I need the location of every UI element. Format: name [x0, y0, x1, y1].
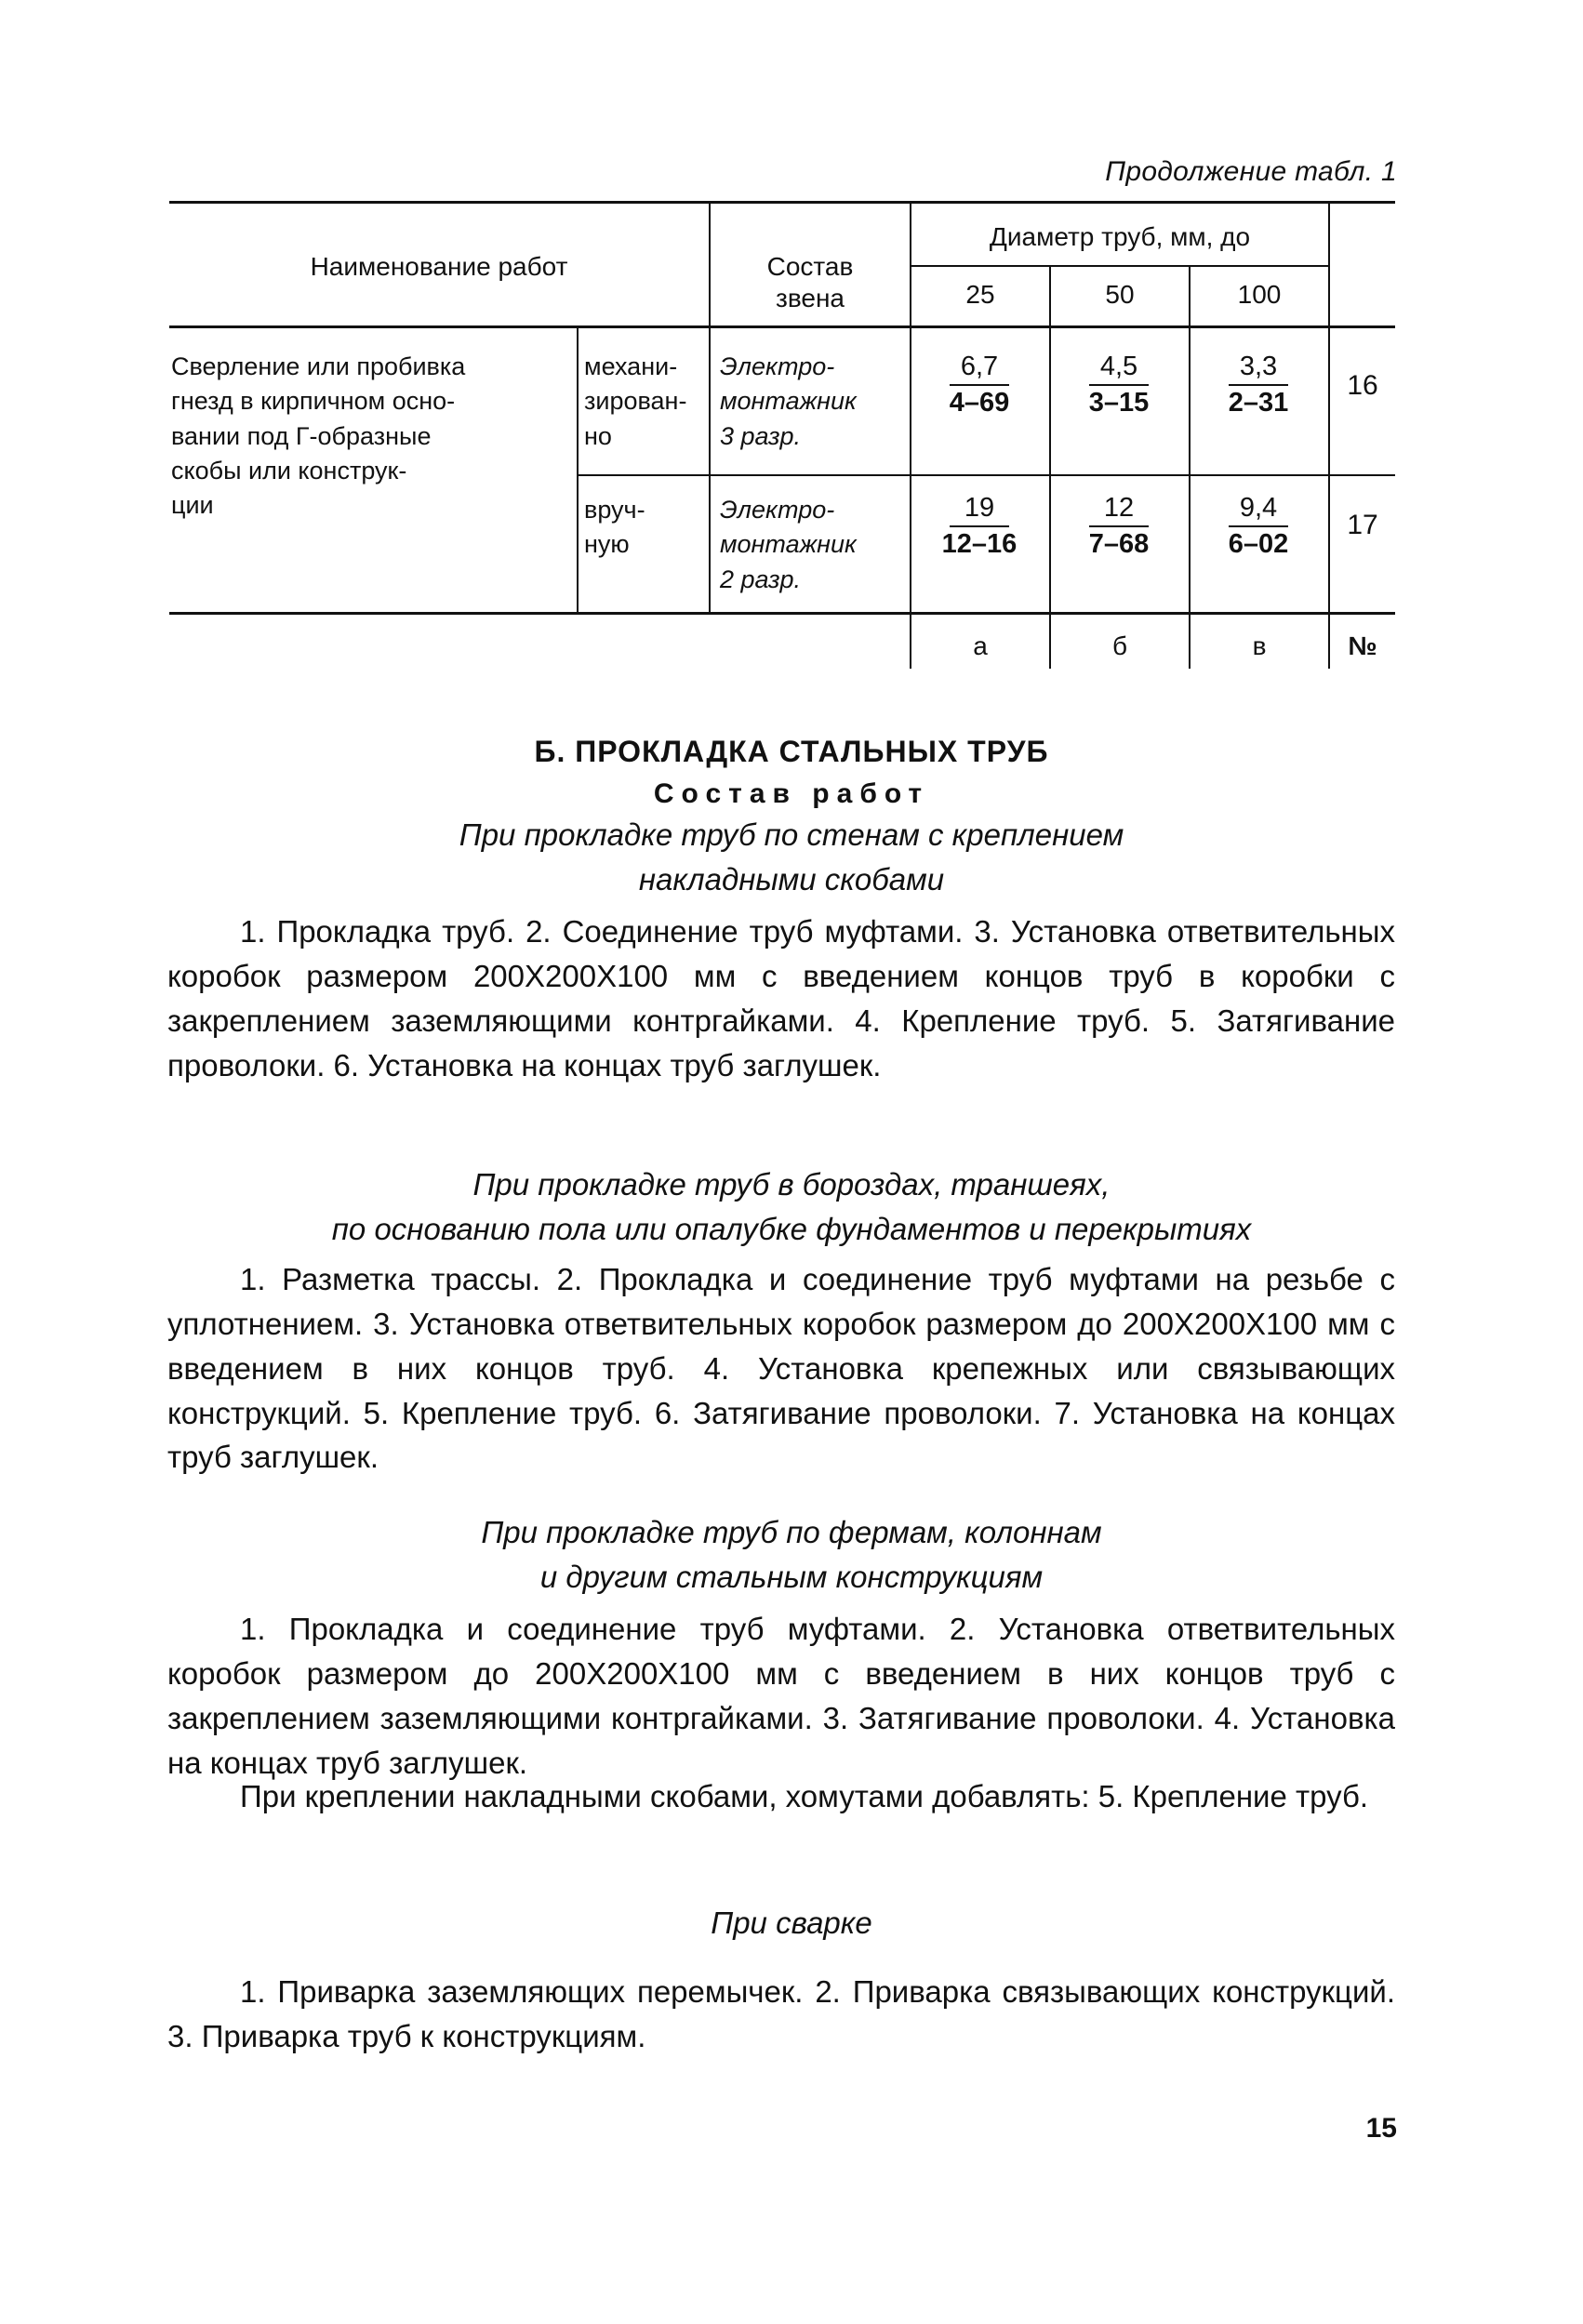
- paragraph-welding: 1. Приварка заземляющих перемычек. 2. Приварка связывающих конструкций. 3. Приварка труб к конструкциям.: [167, 1974, 1395, 2053]
- paragraph-grooves: 1. Разметка трассы. 2. Прокладка и соединение труб муфтами на резьбе с уплотнением. 3. Установка ответвительных коробок размером до 200Х200Х100 мм с введением в них концов труб. 4. Установка крепежных или связывающих конструкций. 5. Крепление труб. 6. Затягивание проволоки. 7. Установка на концах труб заглушек.: [167, 1262, 1395, 1475]
- col-method-left-rule: [577, 327, 579, 614]
- header-d25: 25: [965, 280, 995, 309]
- row1-value-d25: [924, 352, 1035, 418]
- footer-col-no: №: [1348, 631, 1377, 660]
- row2-method: [584, 493, 710, 563]
- table-bottom-rule: [169, 612, 1395, 615]
- subheading-line: При прокладке труб по фермам, колоннам: [481, 1515, 1102, 1549]
- page-number: 15: [1365, 2113, 1397, 2144]
- table-continuation-label: Продолжение табл. 1: [1105, 156, 1397, 187]
- row2-crew-line: монтажник: [720, 530, 857, 559]
- work-description-line: скобы или конструк-: [171, 456, 407, 485]
- row-separator-rule: [577, 474, 1395, 476]
- row1-d25-den: 4–69: [949, 388, 1010, 418]
- row2-d25-den: 12–16: [941, 529, 1018, 559]
- section-subtitle: Состав работ: [653, 778, 930, 809]
- header-crew-line2: звена: [775, 283, 845, 312]
- row2-crew: [720, 493, 906, 597]
- subheading-line: При прокладке труб в бороздах, траншеях,: [472, 1167, 1111, 1202]
- paragraph-trusses: 1. Прокладка и соединение труб муфтами. 2. Установка ответвительных коробок размером до 200Х200Х100 мм с введением в них концов труб с закреплением заземляющими контргайками. 3. Затягивание проволоки. 4. Установка на концах труб заглушек.: [167, 1612, 1395, 1780]
- row1-d50-den: 3–15: [1088, 388, 1150, 418]
- col-100-left-rule: [1189, 266, 1191, 614]
- row2-method-line: ную: [584, 530, 630, 559]
- row1-method-line: зирован-: [584, 387, 687, 416]
- row1-d100-num: 3,3: [1229, 352, 1288, 386]
- row1-number: 16: [1347, 370, 1378, 401]
- row1-crew-line: Электро-: [720, 352, 835, 380]
- subheading-line: и другим стальным конструкциям: [539, 1559, 1044, 1594]
- row2-d100-den: 6–02: [1228, 529, 1289, 559]
- row1-method-line: механи-: [584, 352, 678, 380]
- row1-crew-line: 3 разр.: [720, 421, 802, 450]
- subheading-grooves: [0, 1162, 1583, 1252]
- header-d50: 50: [1105, 280, 1135, 309]
- col-50-left-rule: [1049, 266, 1051, 614]
- header-crew: [711, 251, 910, 313]
- row2-d25-num: 19: [950, 493, 1009, 527]
- table-top-rule: [169, 201, 1395, 204]
- subheading-line: При прокладке труб по стенам с креплением: [459, 817, 1124, 852]
- work-description: [171, 350, 571, 523]
- col-25-left-rule: [910, 203, 911, 614]
- footer-col-a: а: [973, 631, 988, 660]
- row1-method-line: но: [584, 421, 612, 450]
- footer-col-b: б: [1111, 631, 1128, 660]
- subheading-line: по основанию пола или опалубке фундаментов и перекрытиях: [331, 1211, 1252, 1246]
- row1-crew-line: монтажник: [720, 387, 857, 416]
- subheading-welding: При сварке: [711, 1906, 872, 1940]
- diameter-subheader-rule: [910, 265, 1328, 267]
- header-work-name: Наименование работ: [310, 252, 568, 281]
- row1-d100-den: 2–31: [1228, 388, 1289, 418]
- row1-d50-num: 4,5: [1089, 352, 1149, 386]
- work-description-line: вании под Г-образные: [171, 421, 432, 450]
- row2-d100-num: 9,4: [1229, 493, 1288, 527]
- row2-value-d25: [924, 493, 1035, 560]
- row1-value-d100: [1203, 352, 1314, 418]
- row1-crew: [720, 350, 906, 454]
- work-description-line: ции: [171, 491, 214, 519]
- row2-d50-num: 12: [1089, 493, 1149, 527]
- paragraph-walls: 1. Прокладка труб. 2. Соединение труб муфтами. 3. Установка ответвительных коробок размером 200Х200Х100 мм с введением концов труб в коробки с закреплением заземляющими контргайками. 4. Крепление труб. 5. Затягивание проволоки. 6. Установка на концах труб заглушек.: [167, 914, 1395, 1082]
- subheading-trusses: [0, 1510, 1583, 1600]
- work-description-line: гнезд в кирпичном осно-: [171, 387, 456, 416]
- row1-value-d50: [1063, 352, 1175, 418]
- row2-value-d50: [1063, 493, 1175, 560]
- row2-method-line: вруч-: [584, 496, 645, 524]
- row1-d25-num: 6,7: [950, 352, 1009, 386]
- section-title: Б. ПРОКЛАДКА СТАЛЬНЫХ ТРУБ: [534, 735, 1049, 768]
- row2-crew-line: 2 разр.: [720, 564, 802, 593]
- work-description-line: Сверление или пробивка: [171, 352, 466, 380]
- row2-crew-line: Электро-: [720, 496, 835, 524]
- paragraph-fastening: При креплении накладными скобами, хомутами добавлять: 5. Крепление труб.: [240, 1779, 1369, 1813]
- subheading-walls: [0, 813, 1583, 902]
- col-no-left-rule: [1328, 203, 1330, 614]
- footer-col-v: в: [1252, 631, 1267, 660]
- subheading-line: накладными скобами: [638, 861, 945, 896]
- header-diameter: Диаметр труб, мм, до: [989, 222, 1251, 251]
- header-d100: 100: [1237, 280, 1282, 309]
- row2-number: 17: [1347, 510, 1378, 540]
- header-crew-line1: Состав: [766, 252, 854, 281]
- row2-d50-den: 7–68: [1088, 529, 1150, 559]
- header-bottom-rule: [169, 325, 1395, 328]
- row1-method: [584, 350, 710, 454]
- row2-value-d100: [1203, 493, 1314, 560]
